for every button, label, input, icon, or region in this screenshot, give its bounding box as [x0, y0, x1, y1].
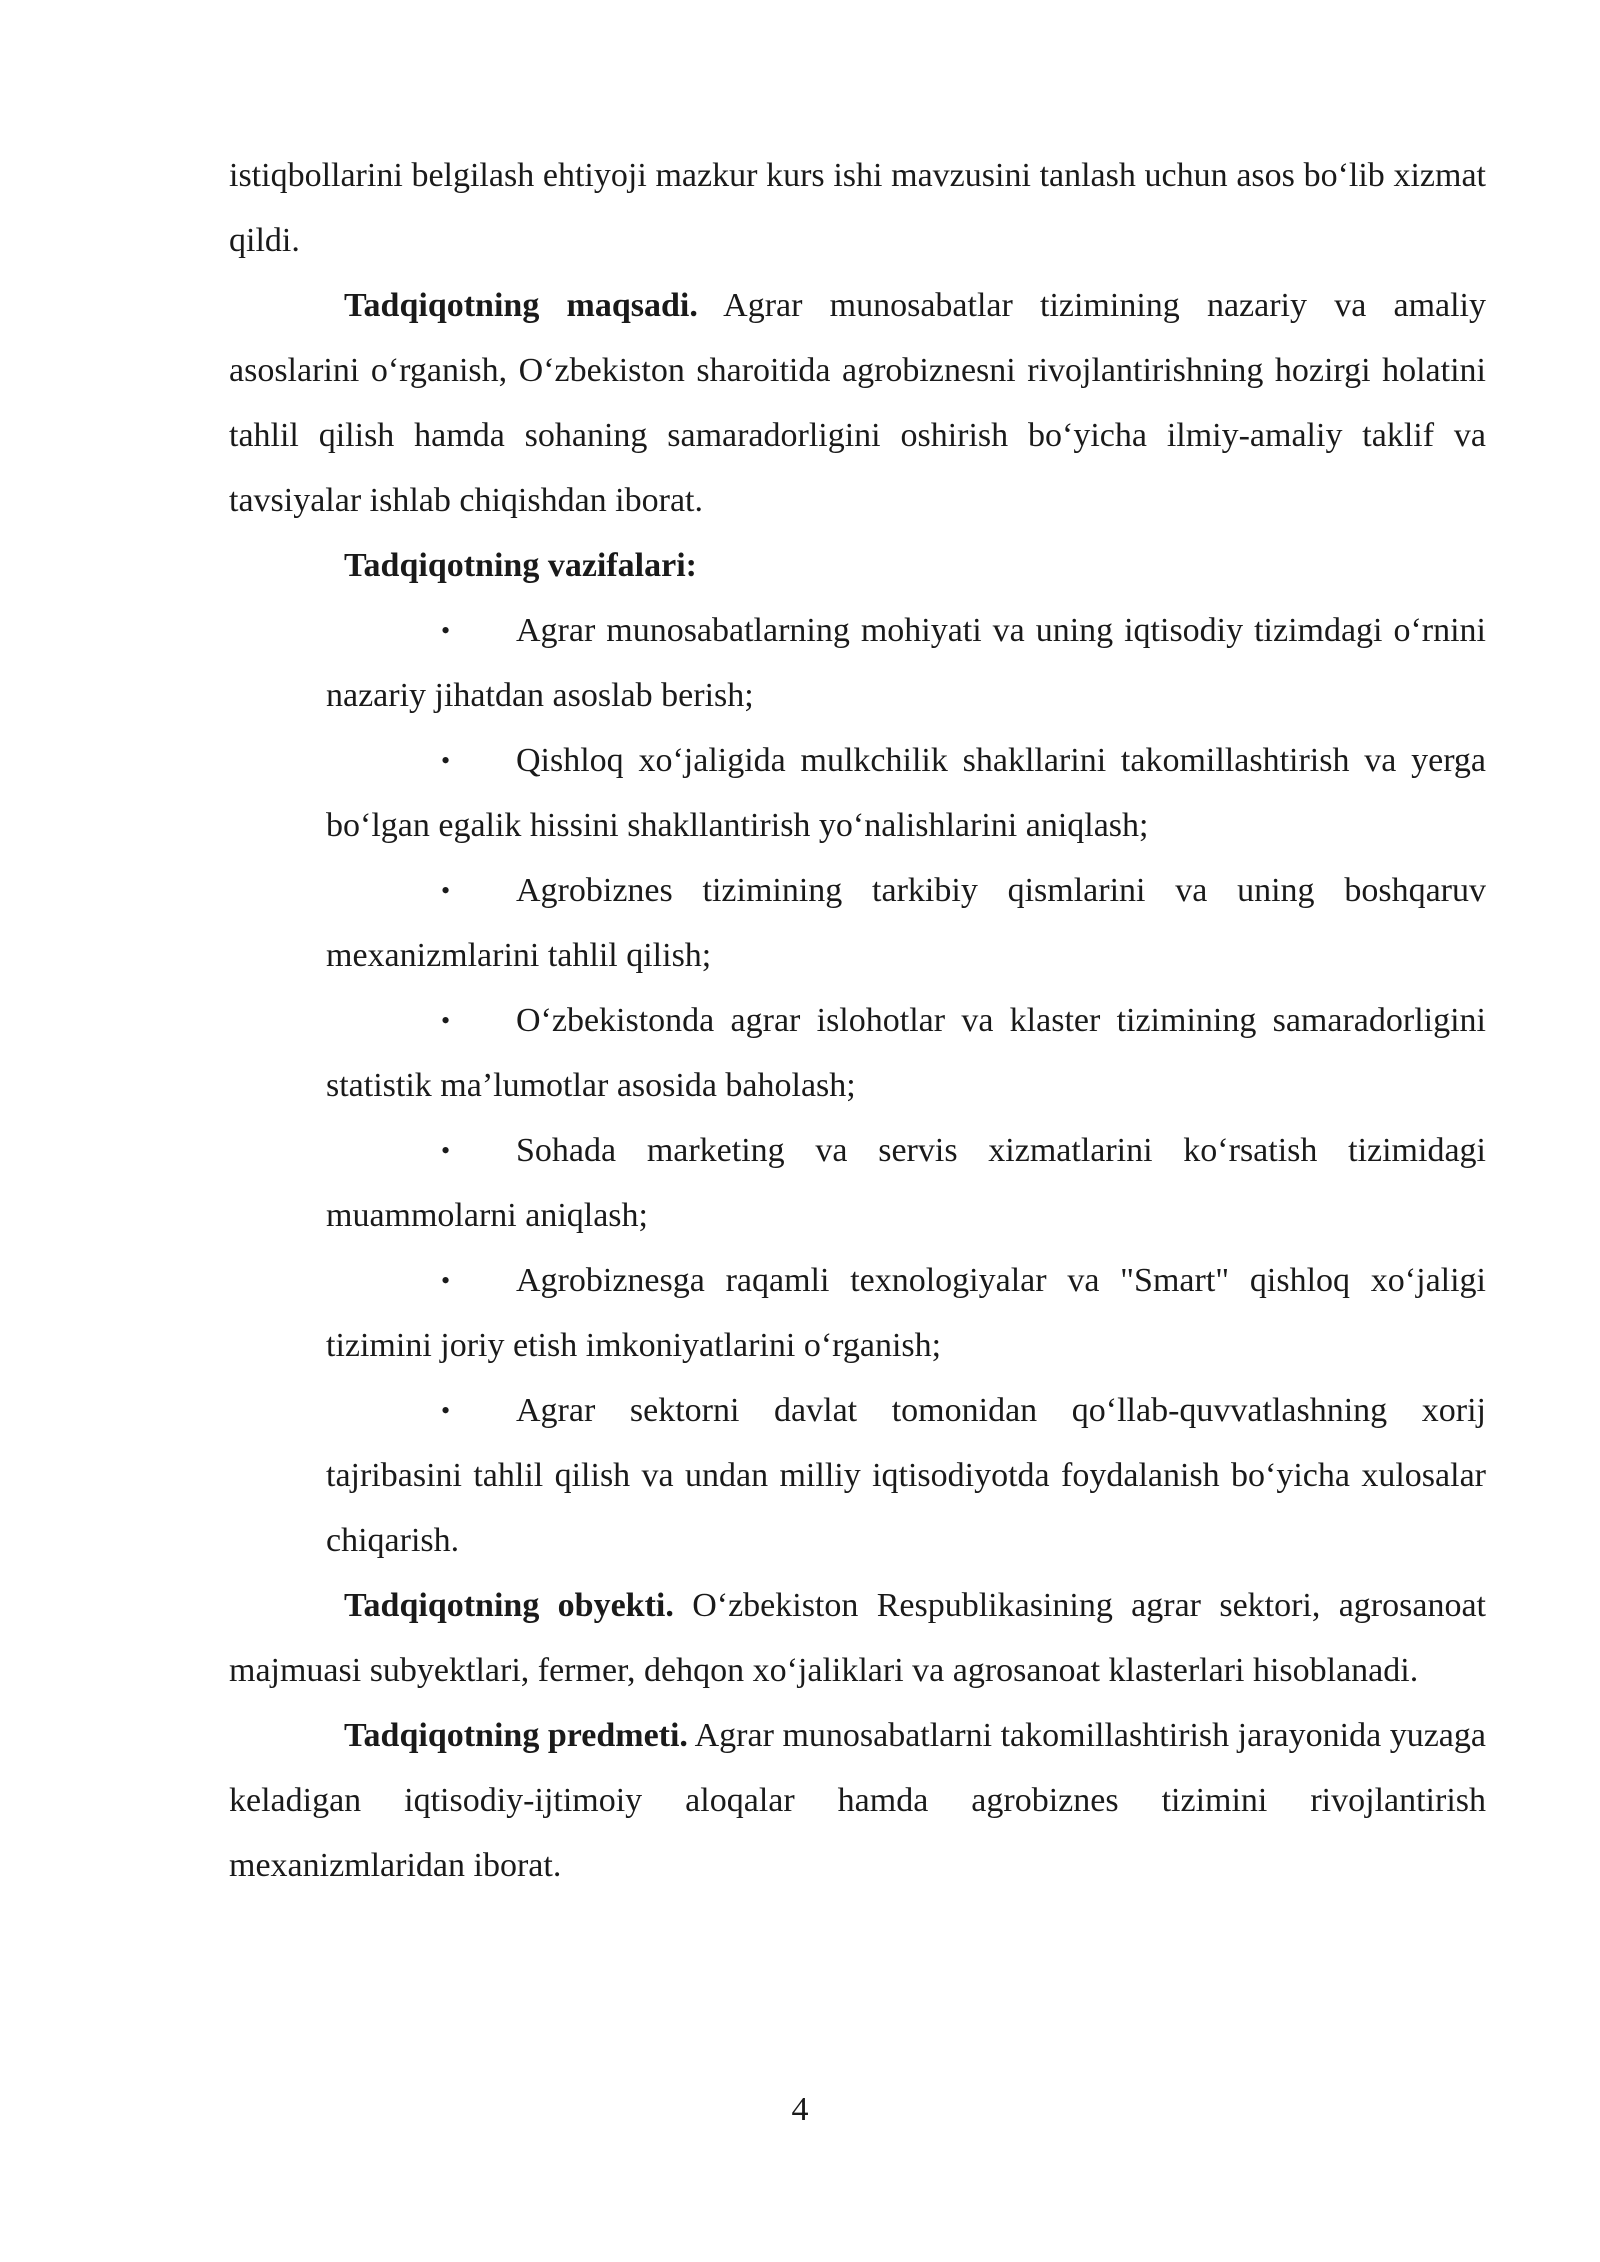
task-text: Sohada marketing va servis xizmatlarini ko‘rsatish tizimidagi muammolarni aniqlash;: [326, 1132, 1486, 1234]
list-item: [326, 1248, 1486, 1378]
bullet-icon: •: [441, 1136, 451, 1165]
goal-paragraph: [229, 273, 1486, 533]
subject-text: Agrar munosabatlarni takomillashtirish jarayonida yuzaga keladigan iqtisodiy-ijtimoiy aloqalar hamda agrobiznes tizimini rivojlantirish mexanizmlaridan iborat.: [229, 1717, 1486, 1884]
object-text: O‘zbekiston Respublikasining agrar sektori, agrosanoat majmuasi subyektlari, fermer, dehqon xo‘jaliklari va agrosanoat klasterlari hisoblanadi.: [229, 1587, 1486, 1689]
page-number: 4: [791, 2091, 809, 2128]
bullet-icon: •: [441, 746, 451, 775]
subject-heading: Tadqiqotning predmeti.: [344, 1717, 688, 1754]
task-text: Agrar munosabatlarning mohiyati va uning iqtisodiy tizimdagi o‘rnini nazariy jihatdan asoslab berish;: [326, 612, 1486, 714]
tasks-list: [229, 598, 1486, 1573]
task-text: Qishloq xo‘jaligida mulkchilik shakllarini takomillashtirish va yerga bo‘lgan egalik hissini shakllantirish yo‘nalishlarini aniqlash;: [326, 742, 1486, 844]
object-heading: Tadqiqotning obyekti.: [344, 1587, 674, 1624]
goal-text: Agrar munosabatlar tizimining nazariy va amaliy asoslarini o‘rganish, O‘zbekiston sharoitida agrobiznesni rivojlantirishning hozirgi holatini tahlil qilish hamda sohaning samaradorligini oshirish bo‘yicha ilmiy-amaliy taklif va tavsiyalar ishlab chiqishdan iborat.: [229, 287, 1487, 519]
bullet-icon: •: [441, 1396, 451, 1425]
task-text: Agrobiznesga raqamli texnologiyalar va "Smart" qishloq xo‘jaligi tizimini joriy etish imkoniyatlarini o‘rganish;: [326, 1262, 1486, 1364]
bullet-icon: •: [441, 616, 451, 645]
list-item: [326, 728, 1486, 858]
object-paragraph: [229, 1573, 1486, 1703]
page-body: [229, 143, 1486, 1898]
tasks-heading: Tadqiqotning vazifalari:: [344, 547, 697, 584]
list-item: [326, 858, 1486, 988]
bullet-icon: •: [441, 876, 451, 905]
tasks-heading-paragraph: [229, 533, 1486, 598]
list-item: [326, 988, 1486, 1118]
task-text: Agrar sektorni davlat tomonidan qo‘llab-quvvatlashning xorij tajribasini tahlil qilish va undan milliy iqtisodiyotda foydalanish bo‘yicha xulosalar chiqarish.: [326, 1392, 1486, 1559]
goal-heading: Tadqiqotning maqsadi.: [344, 287, 698, 324]
subject-paragraph: [229, 1703, 1486, 1898]
list-item: [326, 1378, 1486, 1573]
bullet-icon: •: [441, 1006, 451, 1035]
intro-continuation-paragraph: istiqbollarini belgilash ehtiyoji mazkur kurs ishi mavzusini tanlash uchun asos bo‘lib xizmat qildi.: [229, 157, 1486, 259]
list-item: [326, 1118, 1486, 1248]
bullet-icon: •: [441, 1266, 451, 1295]
list-item: [326, 598, 1486, 728]
task-text: Agrobiznes tizimining tarkibiy qismlarini va uning boshqaruv mexanizmlarini tahlil qilish;: [326, 872, 1486, 974]
task-text: O‘zbekistonda agrar islohotlar va klaster tizimining samaradorligini statistik ma’lumotlar asosida baholash;: [326, 1002, 1486, 1104]
